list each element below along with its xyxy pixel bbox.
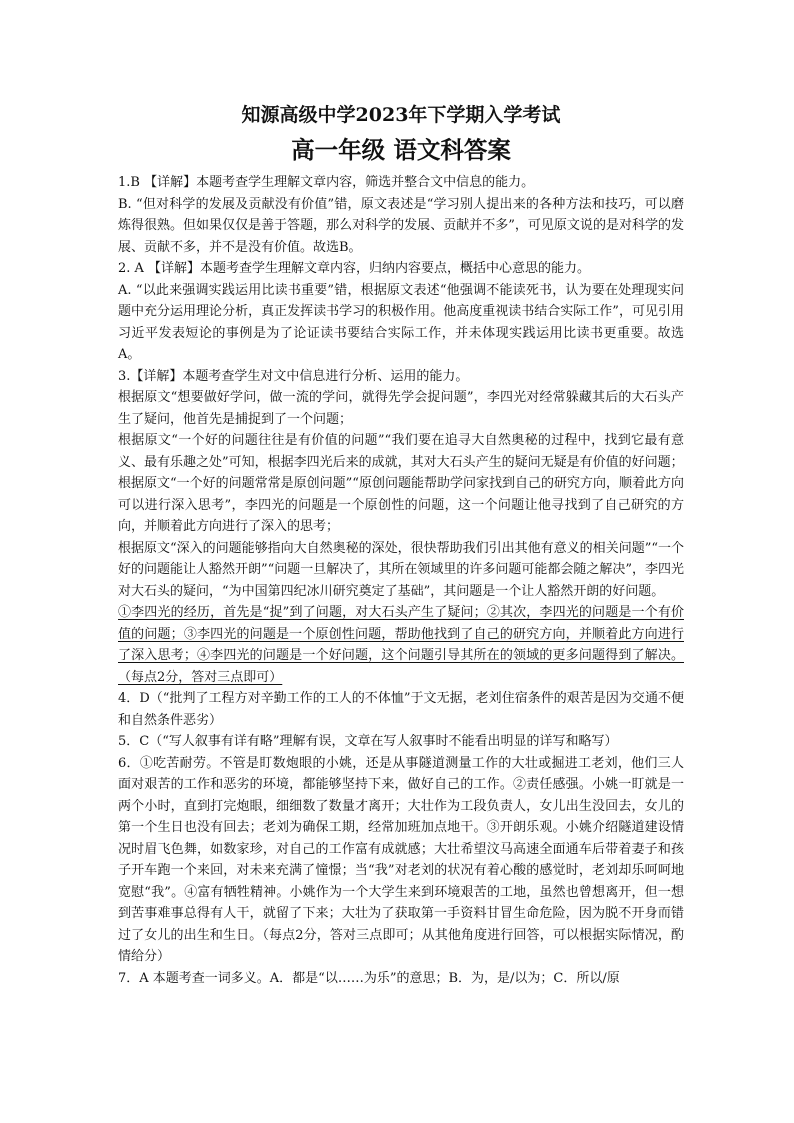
answer-paragraph: 根据原文“一个好的问题往往是有价值的问题”“我们要在追寻大自然奥秘的过程中，找到它最有意义、最有乐趣之处”可知，根据李四光后来的成就，其对大石头产生的疑问无疑是有价值的好问题； — [118, 433, 684, 470]
answer-paragraph: 5．C（“写人叙事有详有略”理解有误，文章在写人叙事时不能看出明显的详写和略写） — [118, 734, 618, 749]
answer-paragraph: 根据原文“一个好的问题常常是原创问题”“原创问题能帮助学问家找到自己的研究方向，顺着此方向可以进行深入思考”，李四光的问题是一个原创性的问题，这一个问题让他寻找到了自己研究的方向，并顺着此方向进行了深入的思考； — [118, 476, 684, 534]
underlined-answer-summary: ①李四光的经历，首先是“捉”到了问题，对大石头产生了疑问；②其次，李四光的问题是一个有价值的问题；③李四光的问题是一个原创性问题，帮助他找到了自己的研究方向，并顺着此方向进行了深入思考；④李四光的问题是一个好问题，这个问题引导其所在的领域的更多问题得到了解决。（每点2分，答对三点即可） — [118, 605, 684, 685]
exam-title: 知源高级中学2023年下学期入学考试 — [241, 104, 561, 126]
answer-paragraph: 2. A 【详解】本题考查学生理解文章内容，归纳内容要点，概括中心意思的能力。 — [118, 261, 591, 276]
answer-paragraph: 4．D（“批判了工程方对辛勤工作的工人的不体恤”于文无据，老刘住宿条件的艰苦是因为交通不便和自然条件恶劣） — [118, 691, 684, 728]
exam-subtitle: 高一年级 语文科答案 — [291, 136, 511, 164]
answer-paragraph: A. “以此来强调实践运用比读书重要”错，根据原文表述“他强调不能读死书，认为要在处理现实问题中充分运用理论分析，真正发挥读书学习的积极作用。他高度重视读书结合实际工作”，可见引用习近平发表短论的事例是为了论证读书要结合实际工作，并未体现实践运用比读书更重要。故选A。 — [118, 282, 684, 362]
answer-paragraph: B. “但对科学的发展及贡献没有价值”错，原文表述是“学习别人提出来的各种方法和技巧，可以磨炼得很熟。但如果仅仅是善于答题，那么对科学的发展、贡献并不多”，可见原文说的是对科学的发展、贡献不多，并不是没有价值。故选B。 — [118, 196, 684, 255]
answer-paragraph: 3.【详解】本题考查学生对文中信息进行分析、运用的能力。 — [118, 368, 469, 384]
answer-paragraph: 根据原文“深入的问题能够指向大自然奥秘的深处，很快帮助我们引出其他有意义的相关问题”“一个好的问题能让人豁然开朗”“问题一旦解决了，其所在领域里的许多问题可能都会随之解决”，李四光对大石头的疑问，“为中国第四纪冰川研究奠定了基础”，其问题是一个让人豁然开朗的好问题。 — [118, 540, 684, 599]
answer-paragraph: 7．A 本题考查一词多义。A．都是“以……为乐”的意思；B．为，是/以为；C．所以/原 — [118, 970, 620, 986]
answer-paragraph: 6．①吃苦耐劳。不管是盯数炮眼的小姚，还是从事隧道测量工作的大壮或掘进工老刘，他们三人面对艰苦的工作和恶劣的环境，都能够坚持下来，做好自己的工作。②责任感强。小姚一盯就是一两个小时，直到打完炮眼，细细数了数量才离开；大壮作为工段负责人，女儿出生没回去，女儿的第一个生日也没有回去；老刘为确保工期，经常加班加点地干。③开朗乐观。小姚介绍隧道建设情况时眉飞色舞，如数家珍，对自己的工作富有成就感；大壮希望汶马高速全面通车后带着妻子和孩子开车跑一个来回，对未来充满了憧憬；当“我”对老刘的状况有着心酸的感觉时，老刘却乐呵呵地宽慰“我”。④富有牺牲精神。小姚作为一个大学生来到环境艰苦的工地，虽然也曾想离开，但一想到苦事难事总得有人干，就留了下来；大壮为了获取第一手资料甘冒生命危险，因为脱不开身而错过了女儿的出生和生日。（每点2分，答对三点即可；从其他角度进行回答，可以根据实际情况，酌情给分） — [118, 755, 684, 964]
answer-paragraph: 1.B 【详解】本题考查学生理解文章内容，筛选并整合文中信息的能力。 — [118, 175, 535, 190]
answer-paragraph: 根据原文“想要做好学问，做一流的学问，就得先学会捉问题”，李四光对经常躲藏其后的大石头产生了疑问，他首先是捕捉到了一个问题； — [118, 390, 684, 427]
